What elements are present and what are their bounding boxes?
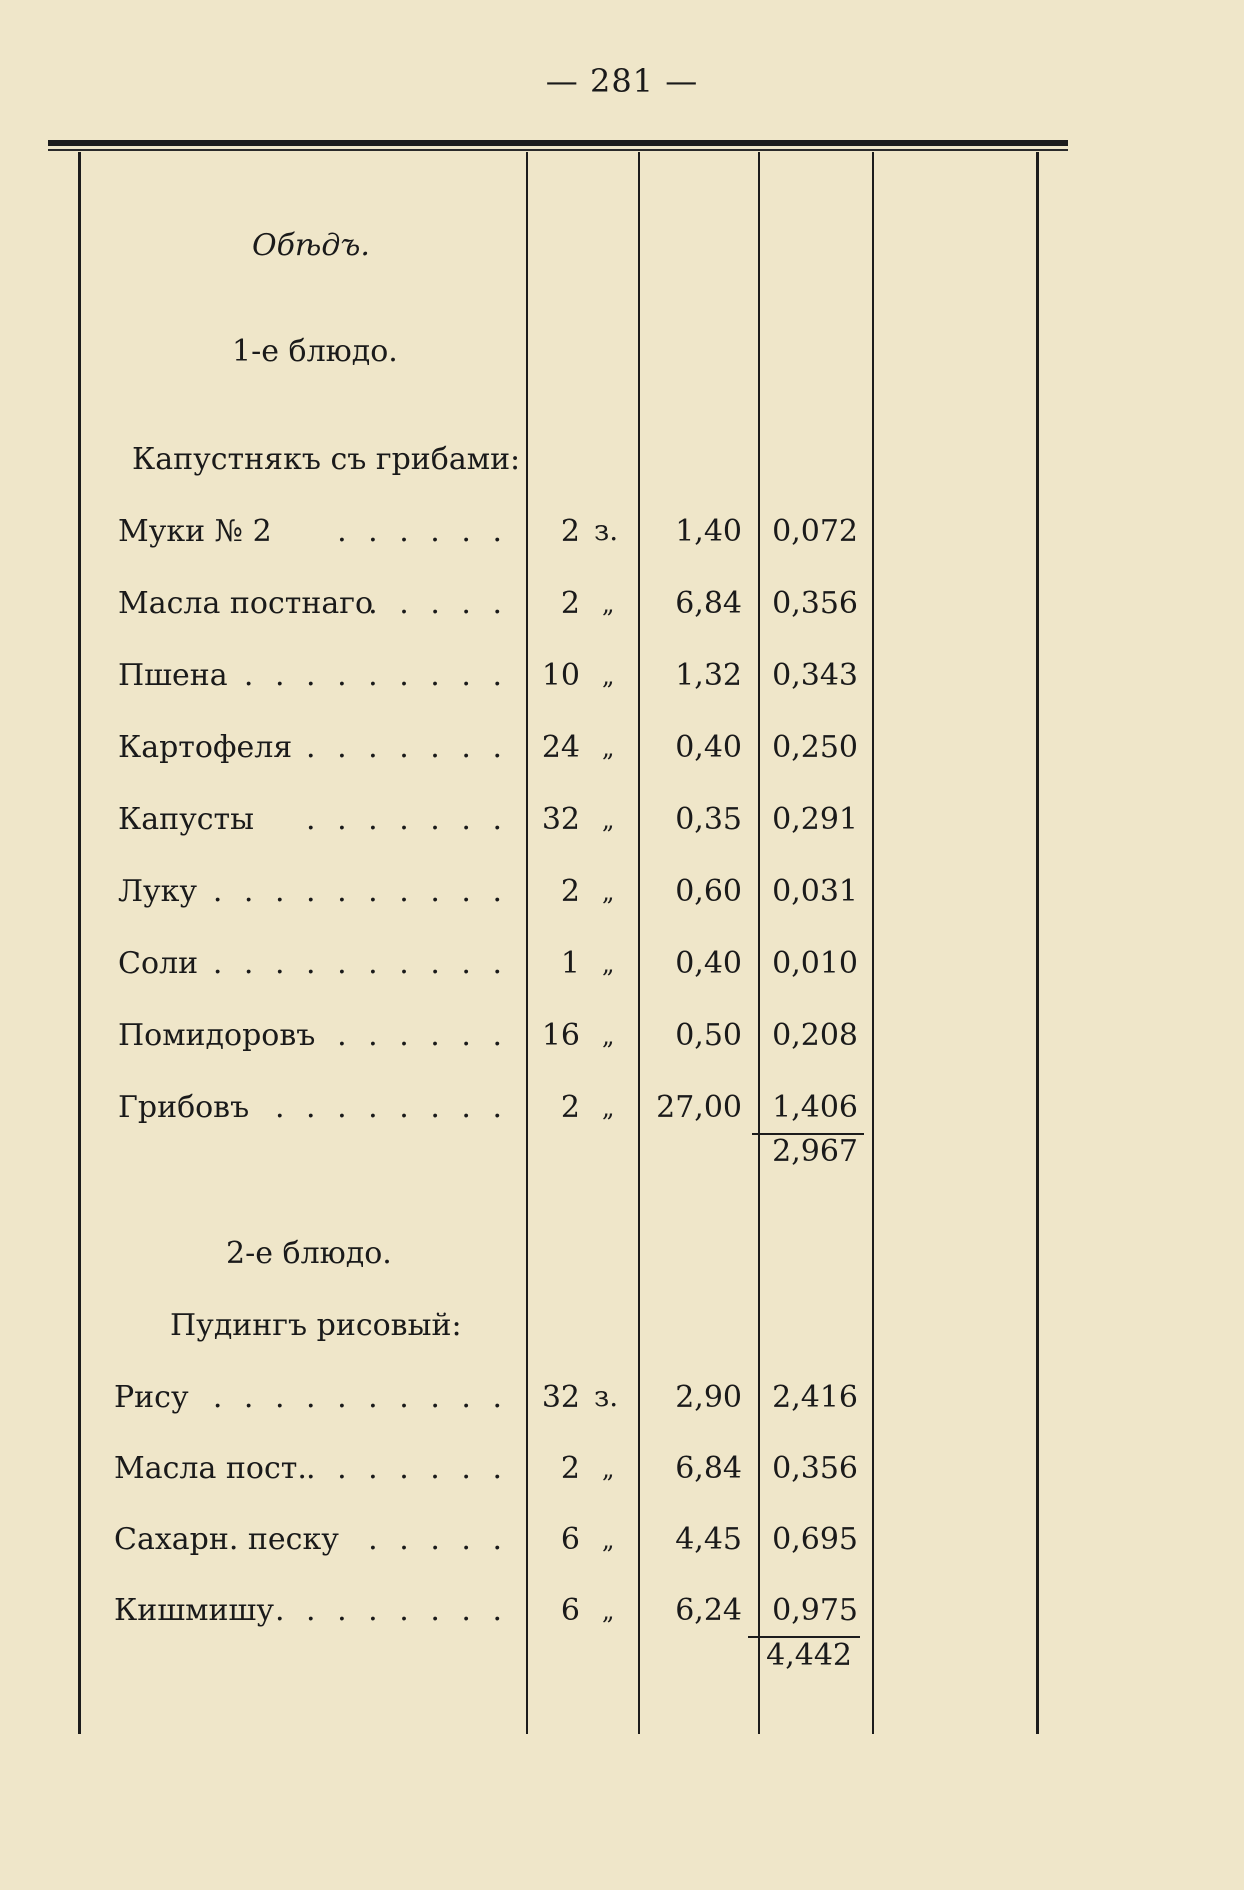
header-rule-thin bbox=[48, 149, 1068, 151]
table-right-border bbox=[1036, 152, 1039, 1734]
row-price: 6,24 bbox=[675, 1593, 742, 1628]
row-cost: 0,343 bbox=[772, 658, 858, 693]
row-item: Луку bbox=[118, 874, 198, 909]
column-divider-item bbox=[526, 152, 528, 1734]
column-divider-qty bbox=[638, 152, 640, 1734]
row-cost: 0,356 bbox=[772, 1451, 858, 1486]
row-cost: 0,356 bbox=[772, 586, 858, 621]
row-qty: 10 bbox=[541, 658, 580, 693]
row-dots: . . . . . bbox=[368, 1522, 508, 1557]
row-cost: 1,406 bbox=[772, 1090, 858, 1125]
row-qty: 2 bbox=[560, 874, 580, 909]
row-qty: 24 bbox=[541, 730, 580, 765]
row-item: Кишмишу bbox=[114, 1593, 274, 1628]
row-price: 0,40 bbox=[675, 730, 742, 765]
column-divider-price bbox=[758, 152, 760, 1734]
row-item: Грибовъ bbox=[118, 1090, 250, 1125]
row-qty: 6 bbox=[560, 1522, 580, 1557]
row-item: Пшена bbox=[118, 658, 228, 693]
row-price: 6,84 bbox=[675, 586, 742, 621]
row-dots: . . . . . . bbox=[337, 1018, 508, 1053]
row-qty: 2 bbox=[560, 586, 580, 621]
row-unit: „ bbox=[602, 1094, 615, 1122]
row-dots: . . . . . . . bbox=[306, 1451, 508, 1486]
row-item: Масла постнаго bbox=[118, 586, 373, 621]
row-item: Соли bbox=[118, 946, 199, 981]
row-item: Рису bbox=[114, 1380, 189, 1415]
row-price: 0,35 bbox=[675, 802, 742, 837]
row-unit: „ bbox=[602, 734, 615, 762]
row-unit: „ bbox=[602, 878, 615, 906]
row-dots: . . . . . . . bbox=[306, 802, 508, 837]
row-price: 4,45 bbox=[675, 1522, 742, 1557]
row-price: 0,40 bbox=[675, 946, 742, 981]
row-qty: 6 bbox=[560, 1593, 580, 1628]
row-unit: з. bbox=[594, 514, 619, 547]
table-left-border bbox=[78, 152, 81, 1734]
row-unit: „ bbox=[602, 590, 615, 618]
row-cost: 0,031 bbox=[772, 874, 858, 909]
row-item: Помидоровъ bbox=[118, 1018, 316, 1053]
row-unit: „ bbox=[602, 662, 615, 690]
course1-dish: Капустнякъ съ грибами: bbox=[132, 442, 521, 477]
row-unit: „ bbox=[602, 1022, 615, 1050]
row-cost: 0,072 bbox=[772, 514, 858, 549]
row-dots: . . . . . . . . bbox=[274, 1593, 508, 1628]
course1-total: 2,967 bbox=[772, 1134, 858, 1169]
row-dots: . . . . . . . . bbox=[274, 1090, 508, 1125]
row-unit: „ bbox=[602, 1526, 615, 1554]
row-price: 6,84 bbox=[675, 1451, 742, 1486]
course2-heading: 2-е блюдо. bbox=[226, 1236, 392, 1271]
row-qty: 2 bbox=[560, 514, 580, 549]
page-number: — 281 — bbox=[545, 62, 699, 100]
row-qty: 32 bbox=[541, 802, 580, 837]
row-price: 1,40 bbox=[675, 514, 742, 549]
row-qty: 2 bbox=[560, 1090, 580, 1125]
row-cost: 0,695 bbox=[772, 1522, 858, 1557]
row-cost: 0,208 bbox=[772, 1018, 858, 1053]
course1-heading: 1-е блюдо. bbox=[232, 334, 398, 369]
row-qty: 16 bbox=[541, 1018, 580, 1053]
row-item: Масла пост. bbox=[114, 1451, 307, 1486]
section-title: Обѣдъ. bbox=[252, 228, 370, 263]
row-dots: . . . . . . . . . . bbox=[212, 1380, 508, 1415]
header-rule bbox=[48, 140, 1068, 146]
row-unit: „ bbox=[602, 806, 615, 834]
row-dots: . . . . . . bbox=[337, 514, 508, 549]
row-qty: 1 bbox=[560, 946, 580, 981]
row-cost: 0,975 bbox=[772, 1593, 858, 1628]
column-divider-cost bbox=[872, 152, 874, 1734]
row-dots: . . . . . . . . . bbox=[243, 658, 508, 693]
row-item: Картофеля bbox=[118, 730, 293, 765]
row-unit: „ bbox=[602, 1597, 615, 1625]
row-unit: „ bbox=[602, 1455, 615, 1483]
row-qty: 32 bbox=[541, 1380, 580, 1415]
row-cost: 0,010 bbox=[772, 946, 858, 981]
row-item: Капусты bbox=[118, 802, 255, 837]
course2-total: 4,442 bbox=[766, 1638, 852, 1673]
row-cost: 0,250 bbox=[772, 730, 858, 765]
course2-dish: Пудингъ рисовый: bbox=[170, 1308, 462, 1343]
row-unit: „ bbox=[602, 950, 615, 978]
row-price: 1,32 bbox=[675, 658, 742, 693]
row-price: 0,50 bbox=[675, 1018, 742, 1053]
row-dots: . . . . . . . . . . bbox=[212, 874, 508, 909]
row-price: 2,90 bbox=[675, 1380, 742, 1415]
row-dots: . . . . . . . . . . bbox=[212, 946, 508, 981]
row-qty: 2 bbox=[560, 1451, 580, 1486]
row-item: Сахарн. песку bbox=[114, 1522, 339, 1557]
row-cost: 0,291 bbox=[772, 802, 858, 837]
row-price: 0,60 bbox=[675, 874, 742, 909]
row-dots: . . . . . . . bbox=[306, 730, 508, 765]
row-item: Муки № 2 bbox=[118, 514, 272, 549]
row-unit: з. bbox=[594, 1380, 619, 1413]
row-dots: . . . . . bbox=[368, 586, 508, 621]
row-cost: 2,416 bbox=[772, 1380, 858, 1415]
row-price: 27,00 bbox=[656, 1090, 742, 1125]
